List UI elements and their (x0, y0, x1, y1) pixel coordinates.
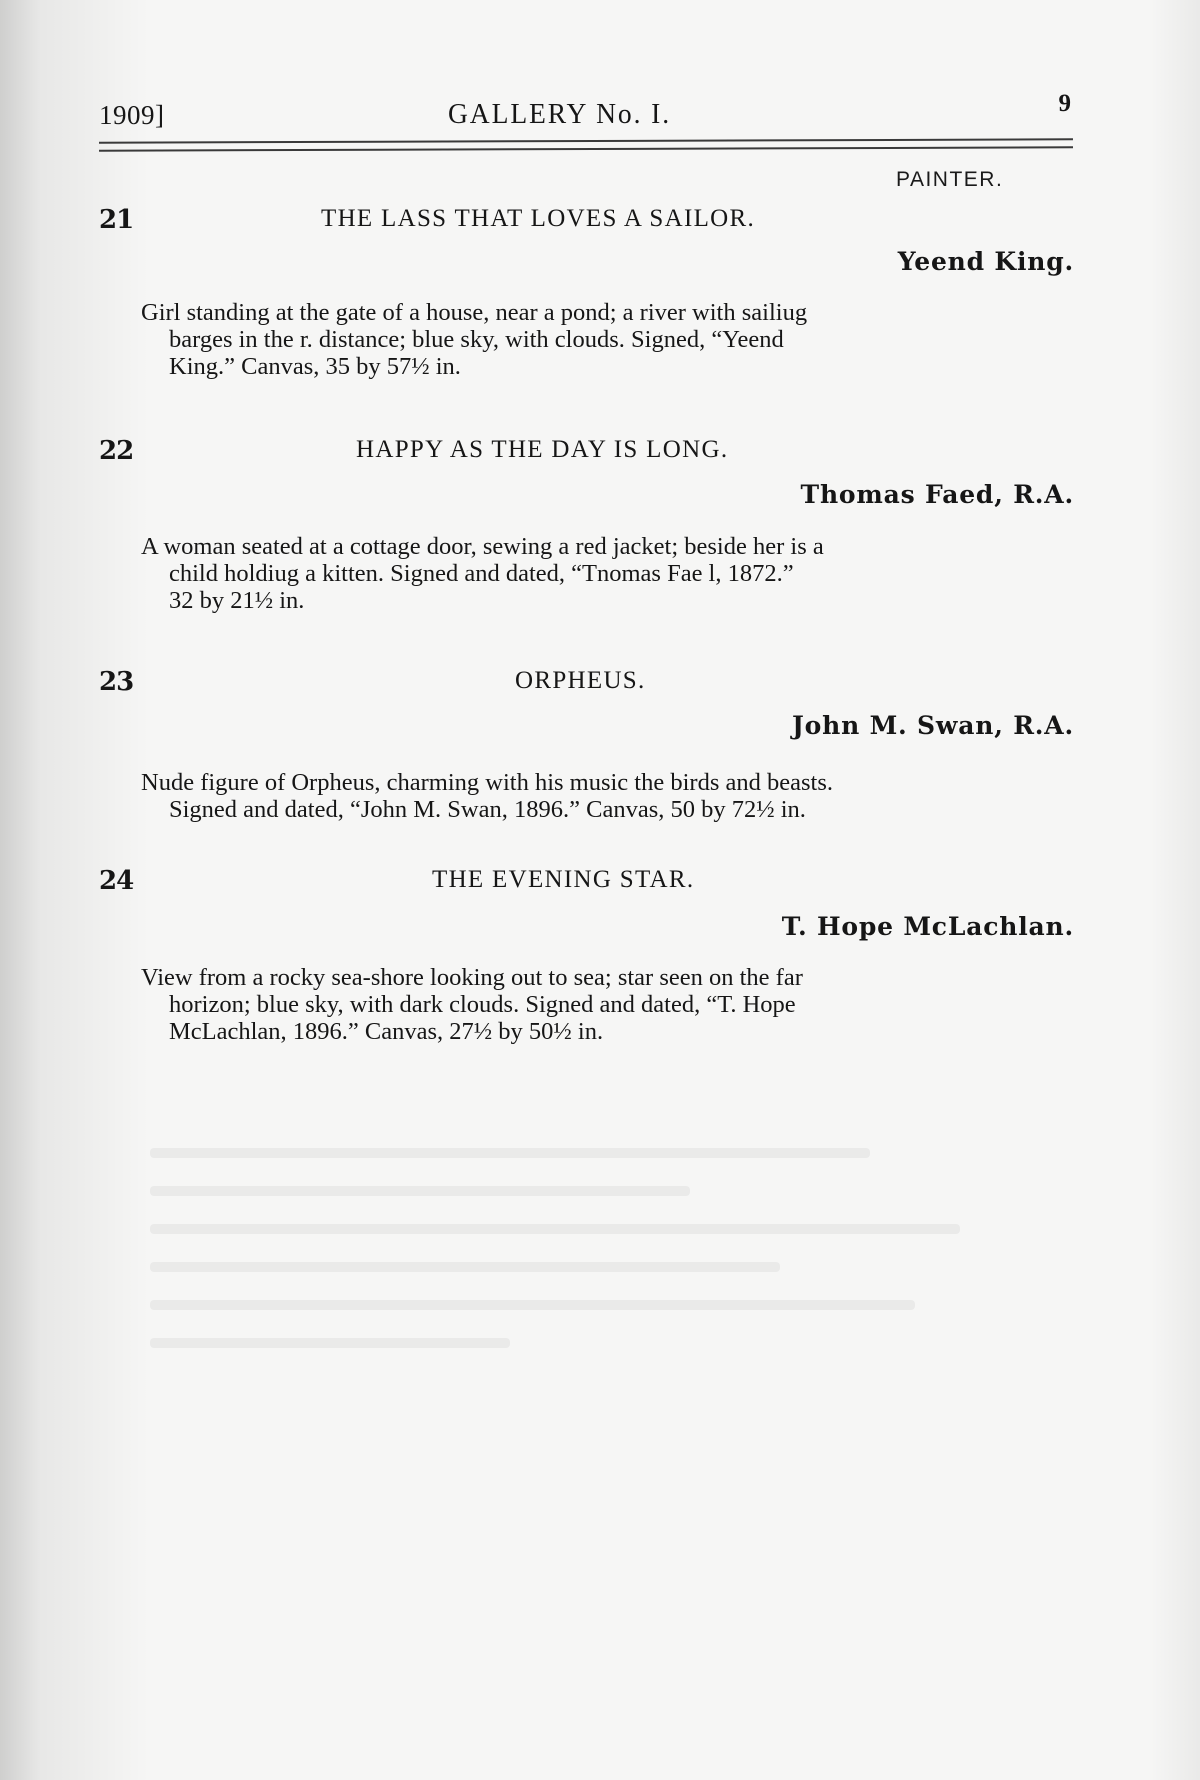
header-year: 1909] (99, 100, 165, 130)
description-line: A woman seated at a cottage door, sewing a red jacket; beside her is a (141, 533, 824, 560)
description-line: Signed and dated, “John M. Swan, 1896.” Canvas, 50 by 72½ in. (169, 796, 806, 823)
entry-painter: Thomas Faed, R.A. (800, 480, 1074, 509)
catalogue-entry (99, 436, 1074, 626)
show-through-text (150, 1120, 1050, 1540)
description-line: horizon; blue sky, with dark clouds. Signed and dated, “T. Hope (169, 991, 796, 1018)
description-line: Girl standing at the gate of a house, near a pond; a river with sailiug (141, 299, 808, 326)
entry-description (141, 769, 1074, 823)
entry-number: 23 (99, 667, 134, 697)
entry-number: 21 (99, 205, 134, 235)
description-line: Nude figure of Orpheus, charming with his music the birds and beasts. (141, 769, 833, 796)
page-number: 9 (1058, 90, 1071, 117)
entry-description (141, 533, 1074, 614)
description-line: King.” Canvas, 35 by 57½ in. (169, 353, 461, 380)
description-line: View from a rocky sea-shore looking out to sea; star seen on the far (141, 964, 803, 991)
entry-title: HAPPY AS THE DAY IS LONG. (356, 436, 729, 463)
entry-painter: T. Hope McLachlan. (781, 912, 1074, 941)
catalogue-entry (99, 667, 1074, 827)
entry-title: THE LASS THAT LOVES A SAILOR. (321, 205, 756, 232)
description-line: barges in the r. distance; blue sky, with clouds. Signed, “Yeend (169, 326, 784, 353)
header-double-rule (99, 138, 1073, 151)
catalogue-entry (99, 866, 1074, 1066)
description-line: child holdiug a kitten. Signed and dated, “Tnomas Fae l, 1872.” (169, 560, 794, 587)
painter-column-label: PAINTER. (896, 168, 1004, 191)
entry-title: ORPHEUS. (515, 667, 646, 694)
running-header (99, 90, 1074, 138)
entry-number: 24 (99, 866, 134, 896)
entry-description (141, 299, 1074, 380)
description-line: McLachlan, 1896.” Canvas, 27½ by 50½ in. (169, 1018, 604, 1045)
description-line: 32 by 21½ in. (169, 587, 305, 614)
catalogue-entry (99, 205, 1074, 395)
entry-description (141, 964, 1074, 1045)
entry-title: THE EVENING STAR. (432, 866, 695, 893)
header-title: GALLERY No. I. (448, 98, 672, 130)
entry-painter: John M. Swan, R.A. (792, 711, 1074, 740)
entry-number: 22 (99, 436, 134, 466)
entry-painter: Yeend King. (897, 247, 1074, 276)
